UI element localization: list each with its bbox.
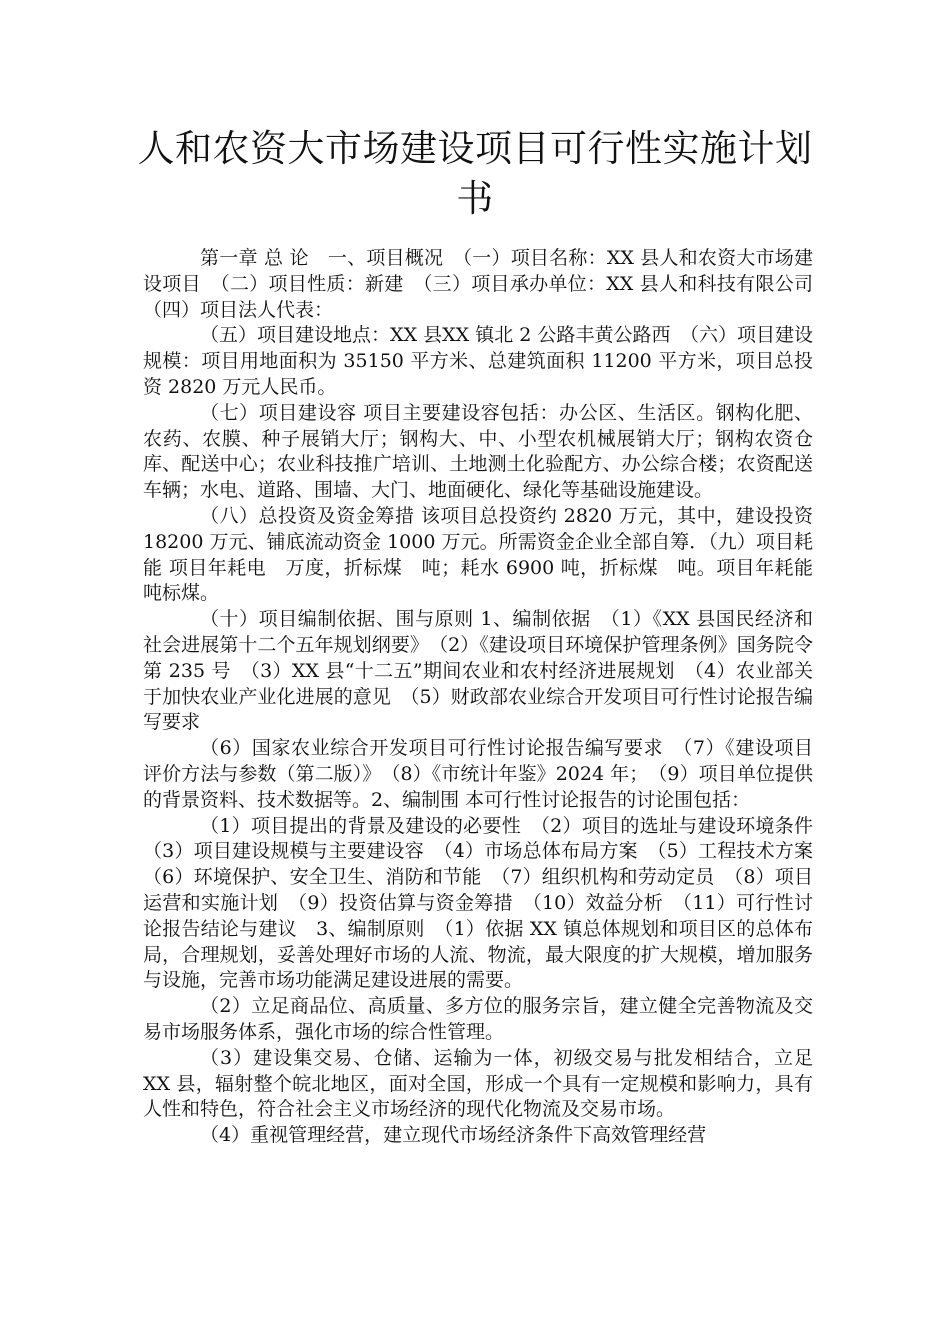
paragraph-investment: （八）总投资及资金筹措 该项目总投资约 2820 万元，其中，建设投资 18200 万元、铺底流动资金 1000 万元。所需资金企业全部自筹．（九）项目耗能 项目年耗电 万度，折标煤 吨；耗水 6900 吨，折标煤 吨。项目年耗能 吨标煤。: [143, 504, 833, 605]
paragraph-basis: （十）项目编制依据、围与原则 1、编制依据 （1）《XX 县国民经济和社会进展第十二个五年规划纲要》 （2）《建设项目环境保护管理条例》国务院令第 235 号 （3）XX 县“十二五”期间农业和农村经济进展规划 （4）农业部关于加快农业产业化进展的意见 （5）财政部农业综合开发项目可行性讨论报告编写要求: [143, 608, 813, 734]
paragraph-scope-principles: （1）项目提出的背景及建设的必要性 （2）项目的选址与建设环境条件 （3）项目建设规模与主要建设容 （4）市场总体布局方案 （5）工程技术方案 （6）环境保护、安全卫生、消防和节能 （7）组织机构和劳动定员 （8）项目运营和实施计划 （9）投资估算与资金筹措 （10）效益分析 （11）可行性讨论报告结论与建议 3、编制原则 （1）依据 XX 镇总体规划和项目区的总体布局，合理规划，妥善处理好市场的人流、物流，最大限度的扩大规模，增加服务与设施，完善市场功能满足建设进展的需要。: [143, 814, 833, 992]
document-title: 人和农资大市场建设项目可行性实施计划书: [137, 127, 813, 220]
paragraph-principle-2: （2）立足商品位、高质量、多方位的服务宗旨，建立健全完善物流及交易市场服务体系，强化市场的综合性管理。: [143, 995, 813, 1043]
paragraph-construction-content: （七）项目建设容 项目主要建设容包括：办公区、生活区。钢构化肥、农药、农膜、种子展销大厅；钢构大、中、小型农机械展销大厅；钢构农资仓库、配送中心；农业科技推广培训、土地测土化验配方、办公综合楼；农资配送车辆；水电、道路、围墙、大门、地面硬化、绿化等基础设施建设。: [143, 401, 813, 502]
paragraph-principle-3: （3）建设集交易、仓储、运输为一体，初级交易与批发相结合，立足 XX 县，辐射整个皖北地区，面对全国，形成一个具有一定规模和影响力，具有人性和特色，符合社会主义市场经济的现代化物流及交易市场。: [143, 1046, 813, 1121]
paragraph-basis-continued: （6）国家农业综合开发项目可行性讨论报告编写要求 （7）《建设项目评价方法与参数（第二版）》 （8）《市统计年鉴》2024 年； （9）项目单位提供的背景资料、技术数据等。2、编制围 本可行性讨论报告的讨论围包括：: [143, 737, 813, 811]
paragraph-overview: 第一章 总 论 一、项目概况 （一）项目名称：XX 县人和农资大市场建设项目 （二）项目性质：新建 （三）项目承办单位：XX 县人和科技有限公司 （四）项目法人代表：: [143, 247, 833, 321]
document-body: [143, 246, 833, 1149]
paragraph-principle-4: （4）重视管理经营，建立现代市场经济条件下高效管理经营: [200, 1124, 707, 1147]
paragraph-location-scale: （五）项目建设地点：XX 县XX 镇北 2 公路丰黄公路西 （六）项目建设规模：项目用地面积为 35150 平方米、总建筑面积 11200 平方米，项目总投资 2820 万元人民币。: [143, 324, 813, 398]
